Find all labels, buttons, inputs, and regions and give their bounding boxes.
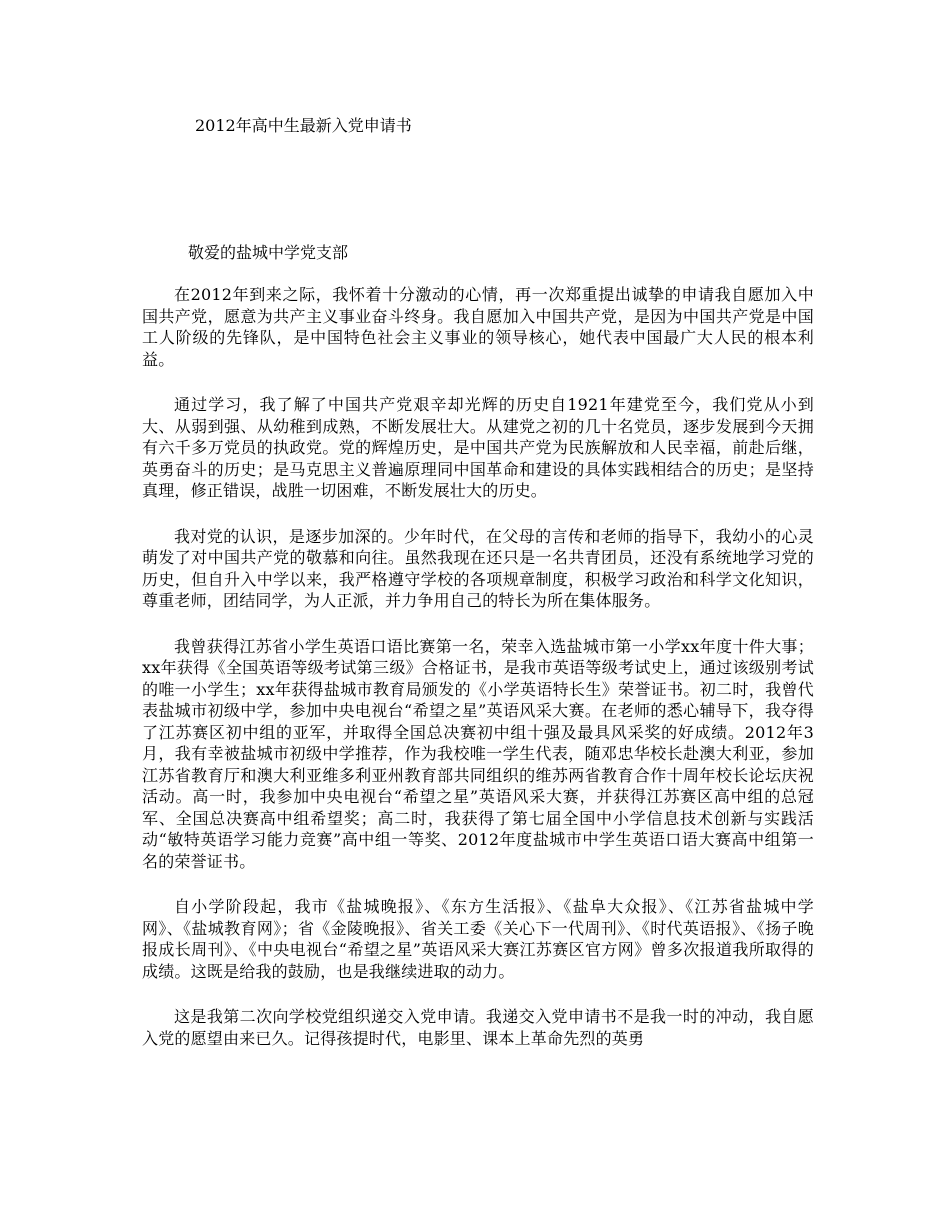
paragraph-3: 我对党的认识，是逐步加深的。少年时代，在父母的言传和老师的指导下，我幼小的心灵萌发了对中国共产党的敬慕和向往。虽然我现在还只是一名共青团员，还没有系统地学习党的历史，但自升入中学以来，我严格遵守学校的各项规章制度，积极学习政治和科学文化知识，尊重老师，团结同学，为人正派，并力争用自己的特长为所在集体服务。 bbox=[142, 526, 814, 610]
paragraph-1: 在2012年到来之际，我怀着十分激动的心情，再一次郑重提出诚挚的申请我自愿加入中国共产党，愿意为共产主义事业奋斗终身。我自愿加入中国共产党，是因为中国共产党是中国工人阶级的先锋队，是中国特色社会主义事业的领导核心，她代表中国最广大人民的根本利益。 bbox=[142, 285, 814, 369]
paragraph-2: 通过学习，我了解了中国共产党艰辛却光辉的历史自1921年建党至今，我们党从小到大、从弱到强、从幼稚到成熟，不断发展壮大。从建党之初的几十名党员，逐步发展到今天拥有六千多万党员的执政党。党的辉煌历史，是中国共产党为民族解放和人民幸福，前赴后继，英勇奋斗的历史；是马克思主义普遍原理同中国革命和建设的具体实践相结合的历史；是坚持真理，修正错误，战胜一切困难，不断发展壮大的历史。 bbox=[142, 395, 814, 500]
paragraph-4: 我曾获得江苏省小学生英语口语比赛第一名，荣幸入选盐城市第一小学xx年度十件大事；xx年获得《全国英语等级考试第三级》合格证书，是我市英语等级考试史上，通过该级别考试的唯一小学生；xx年获得盐城市教育局颁发的《小学英语特长生》荣誉证书。初二时，我曾代表盐城市初级中学，参加中央电视台“希望之星”英语风采大赛。在老师的悉心辅导下，我夺得了江苏赛区初中组的亚军，并取得全国总决赛初中组十强及最具风采奖的好成绩。2012年3月，我有幸被盐城市初级中学推荐，作为我校唯一学生代表，随邓忠华校长赴澳大利亚，参加江苏省教育厅和澳大利亚维多利亚州教育部共同组织的维苏两省教育合作十周年校长论坛庆祝活动。高一时，我参加中央电视台“希望之星”英语风采大赛，并获得江苏赛区高中组的总冠军、全国总决赛高中组希望奖；高二时，我获得了第七届全国中小学信息技术创新与实践活动“敏特英语学习能力竞赛”高中组一等奖、2012年度盐城市中学生英语口语大赛高中组第一名的荣誉证书。 bbox=[142, 636, 814, 871]
paragraph-6: 这是我第二次向学校党组织递交入党申请。我递交入党申请书不是我一时的冲动，我自愿入党的愿望由来已久。记得孩提时代，电影里、课本上革命先烈的英勇 bbox=[142, 1007, 814, 1048]
salutation: 敬爱的盐城中学党支部 bbox=[188, 243, 349, 262]
paragraph-5: 自小学阶段起，我市《盐城晚报》、《东方生活报》、《盐阜大众报》、《江苏省盐城中学网》、《盐城教育网》；省《金陵晚报》、省关工委《关心下一代周刊》、《时代英语报》、《扬子晚报成长周刊》、《中央电视台“希望之星”英语风采大赛江苏赛区官方网》曾多次报道我所取得的成绩。这既是给我的鼓励，也是我继续进取的动力。 bbox=[142, 897, 814, 981]
document-body bbox=[142, 284, 814, 1073]
document-title: 2012年高中生最新入党申请书 bbox=[195, 116, 412, 135]
